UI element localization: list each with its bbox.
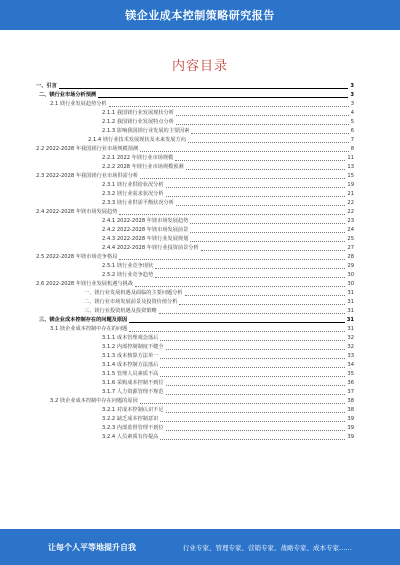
- toc-entry-text: 2.2.2 2028 年镁行业市场规模预测: [102, 164, 184, 170]
- toc-entry[interactable]: [36, 226, 354, 235]
- toc-leader-dots: [190, 241, 345, 242]
- toc-entry[interactable]: [36, 208, 354, 217]
- toc-page-number: 21: [347, 191, 354, 197]
- toc-entry-text: 2.1 镁行业发展趋势分析: [50, 101, 107, 107]
- toc-entry-text: 2.5.1 镁行业竞争现状: [102, 263, 154, 269]
- toc-leader-dots: [160, 367, 345, 368]
- toc-leader-dots: [166, 430, 346, 431]
- toc-leader-dots: [190, 232, 345, 233]
- footer-experts: 行业专家、管理专家、营销专家、战略专家、成本专家……: [183, 543, 352, 552]
- toc-page-number: 22: [347, 209, 354, 215]
- toc-page-number: 34: [347, 362, 354, 368]
- toc-entry-text: 三、镁企业成本控制存在的问题及原因: [39, 317, 128, 323]
- toc-page-number: 3: [350, 92, 354, 98]
- toc-entry-text: 2.1.3 影响我国镁行业发展的主要因素: [102, 128, 190, 134]
- toc-entry[interactable]: [36, 433, 354, 442]
- toc-leader-dots: [129, 322, 345, 323]
- toc-entry[interactable]: [36, 217, 354, 226]
- toc-page-number: 27: [347, 245, 354, 251]
- toc-leader-dots: [159, 313, 346, 314]
- toc-entry-text: 2.1.2 我国镁行业发展特点分析: [102, 119, 174, 125]
- toc-leader-dots: [186, 169, 346, 170]
- toc-leader-dots: [166, 187, 346, 188]
- toc-entry[interactable]: [36, 109, 354, 118]
- toc-entry-text: 2.1.4 镁行业技术发展现状及未来发展方向: [88, 137, 186, 143]
- toc-leader-dots: [160, 421, 345, 422]
- toc-entry[interactable]: [36, 154, 354, 163]
- toc-entry[interactable]: [36, 388, 354, 397]
- toc-entry-text: 二、镁行业市场发展前景及投资价值分析: [84, 299, 178, 305]
- toc-entry-text: 3.1.4 成本控制方法落后: [102, 362, 159, 368]
- toc-page-number: 32: [347, 335, 354, 341]
- toc-entry[interactable]: [36, 271, 354, 280]
- toc-page-number: 31: [347, 308, 354, 314]
- toc-leader-dots: [201, 250, 346, 251]
- toc-page-number: 31: [347, 299, 354, 305]
- toc-entry[interactable]: [36, 289, 354, 298]
- toc-entry[interactable]: [36, 235, 354, 244]
- toc-entry[interactable]: [36, 172, 354, 181]
- toc-entry-text: 3.1.6 采购成本控制不到位: [102, 380, 164, 386]
- toc-entry-text: 3.2.1 对成本控制认识不足: [102, 407, 164, 413]
- toc-entry-text: 2.1.1 我国镁行业发展现状分析: [102, 110, 174, 116]
- toc-entry[interactable]: [36, 298, 354, 307]
- toc-page-number: 31: [346, 317, 354, 323]
- report-title: 镁企业成本控制策略研究报告: [125, 9, 275, 22]
- toc-leader-dots: [135, 286, 346, 287]
- toc-entry[interactable]: [36, 370, 354, 379]
- toc-leader-dots: [191, 133, 348, 134]
- toc-entry-text: 2.5 2022-2028 年镁市场竞争格局: [36, 254, 118, 260]
- toc-leader-dots: [166, 196, 346, 197]
- toc-page-number: 7: [350, 137, 354, 143]
- toc-page-number: 25: [347, 236, 354, 242]
- toc-page-number: 15: [347, 173, 354, 179]
- toc-leader-dots: [160, 439, 345, 440]
- toc-leader-dots: [160, 358, 345, 359]
- toc-page-number: 5: [350, 119, 354, 125]
- toc-page-number: 38: [347, 407, 354, 413]
- toc-entry[interactable]: [36, 145, 354, 154]
- toc-page-number: 35: [347, 371, 354, 377]
- toc-leader-dots: [176, 205, 345, 206]
- toc-entry-text: 2.6 2022-2028 年镁行业发展机遇与挑战: [36, 281, 133, 287]
- toc-entry[interactable]: [36, 334, 354, 343]
- toc-entry[interactable]: [36, 406, 354, 415]
- toc-page-number: 22: [347, 200, 354, 206]
- toc-entry-text: 3.1.5 管理人员素质不高: [102, 371, 159, 377]
- toc-entry[interactable]: [36, 163, 354, 172]
- toc-entry-text: 3.2.2 缺乏成本控制意识: [102, 416, 159, 422]
- footer-bar: [0, 529, 400, 565]
- toc-entry-text: 三、镁行业投资机遇及投资策略: [84, 308, 157, 314]
- toc-entry[interactable]: [36, 91, 354, 100]
- toc-entry[interactable]: [36, 352, 354, 361]
- toc-leader-dots: [59, 88, 349, 89]
- toc-page-number: 11: [347, 155, 354, 161]
- toc-entry-text: 2.3.3 镁行业供需平衡状况分析: [102, 200, 174, 206]
- toc-page-number: 32: [347, 344, 354, 350]
- toc-page-number: 38: [347, 398, 354, 404]
- toc-entry[interactable]: [36, 316, 354, 325]
- toc-page-number: 31: [347, 290, 354, 296]
- toc-leader-dots: [155, 277, 345, 278]
- toc-entry[interactable]: [36, 343, 354, 352]
- toc-leader-dots: [140, 403, 346, 404]
- toc-page-number: 3: [350, 83, 354, 89]
- toc-leader-dots: [175, 160, 345, 161]
- toc-page-number: 3: [350, 101, 354, 107]
- toc-page-number: 33: [347, 353, 354, 359]
- toc-entry-text: 2.3.1 镁行业供给状况分析: [102, 182, 164, 188]
- toc-entry[interactable]: [36, 262, 354, 271]
- toc-leader-dots: [176, 115, 349, 116]
- toc-entry[interactable]: [36, 253, 354, 262]
- toc-leader-dots: [119, 214, 345, 215]
- toc-page-number: 6: [350, 128, 354, 134]
- toc-entry-text: 3.1.3 成本核算方法单一: [102, 353, 159, 359]
- toc-page-number: 39: [347, 416, 354, 422]
- toc-page-number: 4: [350, 110, 354, 116]
- toc-leader-dots: [155, 268, 345, 269]
- toc-entry[interactable]: [36, 136, 354, 145]
- toc-entry-text: 2.4.1 2022-2028 年镁市场发展趋势: [102, 218, 189, 224]
- toc-entry[interactable]: [36, 181, 354, 190]
- toc-entry[interactable]: [36, 397, 354, 406]
- toc-page-number: 24: [347, 227, 354, 233]
- toc-entry-text: 二、镁行业市场分析预测: [39, 92, 97, 98]
- toc-leader-dots: [129, 331, 345, 332]
- toc-leader-dots: [166, 394, 346, 395]
- toc-page-number: 39: [347, 434, 354, 440]
- toc-page-number: 37: [347, 389, 354, 395]
- toc-page-number: 23: [347, 218, 354, 224]
- toc-entry-text: 2.2.1 2022 年镁行业市场规模: [102, 155, 174, 161]
- toc-entry[interactable]: [36, 127, 354, 136]
- toc-entry-text: 一、镁行业发展机遇及面临的主要问题分析: [84, 290, 183, 296]
- toc-page-number: 31: [347, 326, 354, 332]
- toc-entry[interactable]: [36, 361, 354, 370]
- toc-leader-dots: [166, 349, 346, 350]
- toc-leader-dots: [140, 151, 349, 152]
- toc-page-number: 19: [347, 182, 354, 188]
- toc-leader-dots: [176, 124, 349, 125]
- toc-entry-text: 3.2.3 内部监督管理不到位: [102, 425, 164, 431]
- toc-leader-dots: [166, 412, 346, 413]
- toc-page-number: 28: [347, 254, 354, 260]
- toc-entry[interactable]: [36, 244, 354, 253]
- toc-entry-text: 2.5.2 镁行业竞争趋势: [102, 272, 154, 278]
- toc-leader-dots: [140, 178, 345, 179]
- toc-page-number: 39: [347, 425, 354, 431]
- toc-page-number: 36: [347, 380, 354, 386]
- toc-leader-dots: [160, 340, 345, 341]
- toc-heading: 内容目录: [171, 59, 228, 74]
- toc-page-number: 8: [350, 146, 354, 152]
- toc-page-number: 30: [347, 281, 354, 287]
- toc-entry-text: 2.3.2 镁行业需求状况分析: [102, 191, 164, 197]
- toc-entry-text: 3.2 镁企业成本控制中存在问题的原因: [50, 398, 138, 404]
- toc-leader-dots: [160, 376, 345, 377]
- toc-leader-dots: [188, 142, 349, 143]
- toc-entry[interactable]: [36, 118, 354, 127]
- toc-entry-text: 2.2 2022-2028 年我国镁行业市场规模预测: [36, 146, 139, 152]
- toc-leader-dots: [109, 106, 349, 107]
- toc-entry-text: 2.4 2022-2028 年镁市场发展趋势: [36, 209, 118, 215]
- toc-entry-text: 一、引言: [36, 83, 57, 89]
- toc-leader-dots: [179, 304, 345, 305]
- toc-entry-text: 3.2.4 人员素质有待提高: [102, 434, 159, 440]
- toc-entry-text: 3.1.7 人力资源管理不规范: [102, 389, 164, 395]
- toc-entry-text: 2.3 2022-2028 年我国镁行业市场供需分析: [36, 173, 139, 179]
- toc-leader-dots: [166, 385, 346, 386]
- toc-entry[interactable]: [36, 280, 354, 289]
- table-of-contents: [36, 82, 354, 442]
- toc-page-number: 29: [347, 263, 354, 269]
- toc-entry-text: 2.4.4 2022-2028 年镁行业投资前景分析: [102, 245, 199, 251]
- footer-slogan: 让每个人平等地提升自我: [48, 542, 136, 552]
- toc-entry[interactable]: [36, 199, 354, 208]
- toc-page-number: 30: [347, 272, 354, 278]
- toc-leader-dots: [119, 259, 345, 260]
- toc-leader-dots: [98, 97, 348, 98]
- toc-entry[interactable]: [36, 82, 354, 91]
- toc-entry[interactable]: [36, 100, 354, 109]
- toc-entry-text: 3.1.1 成本管理观念落后: [102, 335, 159, 341]
- toc-entry-text: 2.4.2 2022-2028 年镁市场发展前景: [102, 227, 189, 233]
- toc-leader-dots: [190, 223, 345, 224]
- toc-entry-text: 3.1.2 内部控制制度不健全: [102, 344, 164, 350]
- toc-page-number: 13: [347, 164, 354, 170]
- toc-entry[interactable]: [36, 379, 354, 388]
- toc-leader-dots: [185, 295, 346, 296]
- header-bar: [0, 0, 400, 30]
- toc-entry[interactable]: [36, 415, 354, 424]
- toc-entry-text: 2.4.3 2022-2028 年镁行业发展规划: [102, 236, 189, 242]
- toc-entry-text: 3.1 镁企业成本控制中存在的问题: [50, 326, 128, 332]
- toc-entry[interactable]: [36, 325, 354, 334]
- toc-entry[interactable]: [36, 190, 354, 199]
- toc-entry[interactable]: [36, 424, 354, 433]
- toc-entry[interactable]: [36, 307, 354, 316]
